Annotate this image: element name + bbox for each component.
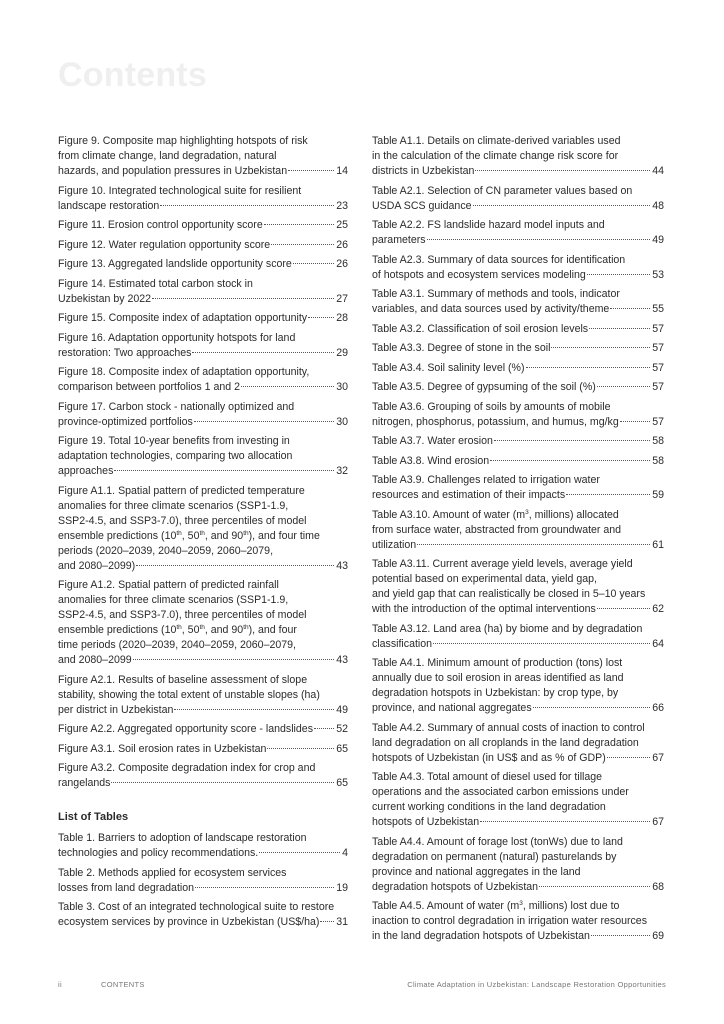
toc-entry-last-line (58, 311, 348, 326)
dot-leader (114, 470, 334, 471)
toc-entry-text: Figure 12. Water regulation opportunity score (58, 238, 271, 251)
toc-entry-line: stability, showing the total extent of unstable slopes (ha) (58, 688, 320, 701)
toc-entry[interactable] (58, 578, 348, 668)
dot-leader (174, 709, 334, 710)
dot-leader (133, 659, 335, 660)
toc-entry-line: Table A4.2. Summary of annual costs of inaction to control (372, 721, 645, 734)
dot-leader (607, 757, 650, 758)
toc-entry-last-line (372, 602, 664, 617)
toc-page-number: 64 (652, 637, 664, 650)
toc-entry-text: Uzbekistan by 2022 (58, 292, 152, 305)
toc-entry-text: hotspots of Uzbekistan (372, 816, 480, 828)
toc-entry-last-line (58, 464, 348, 479)
toc-entry[interactable] (58, 866, 348, 896)
dot-leader (314, 728, 334, 729)
toc-entry-line: SSP2-4.5, and SSP3-7.0), three percentiles of model (58, 609, 307, 621)
toc-entry-text: landscape restoration (58, 199, 160, 212)
toc-entry[interactable] (58, 722, 348, 737)
toc-page-number: 29 (336, 346, 348, 359)
dot-leader (152, 298, 334, 299)
toc-entry-line: Figure 10. Integrated technological suite for resilient (58, 184, 302, 197)
dot-leader (551, 347, 650, 348)
toc-page-number: 58 (652, 435, 664, 447)
toc-entry-text: technologies and policy recommendations. (58, 847, 259, 859)
toc-entry[interactable] (372, 454, 664, 469)
toc-entry[interactable] (58, 218, 348, 233)
toc-entry-line: Figure 14. Estimated total carbon stock in (58, 277, 253, 290)
toc-entry-line: Figure A3.2. Composite degradation index for crop and (58, 762, 316, 774)
toc-entry[interactable] (58, 257, 348, 272)
toc-entry-text: and 2080–2099) (58, 559, 136, 572)
footer-section: CONTENTS (101, 980, 145, 989)
toc-entry-last-line (58, 559, 348, 574)
toc-entry-text: comparison between portfolios 1 and 2 (58, 381, 240, 393)
toc-entry-last-line (372, 199, 664, 214)
toc-entry-text: rangelands (58, 777, 111, 789)
dot-leader (591, 935, 650, 936)
toc-entry-text: Figure A2.2. Aggregated opportunity score - landslides (58, 723, 313, 735)
toc-entry[interactable] (372, 721, 664, 766)
toc-entry[interactable] (372, 770, 664, 830)
toc-entry-line: degradation on permanent (natural) pasturelands by (372, 850, 617, 863)
dot-leader (433, 643, 650, 644)
toc-entry-line: from climate change, land degradation, natural (58, 150, 277, 162)
dot-leader (136, 565, 334, 566)
toc-entry-last-line (372, 751, 664, 766)
toc-entry-text: hazards, and population pressures in Uzbekistan (58, 165, 288, 177)
toc-page-number: 44 (652, 165, 664, 177)
dot-leader (271, 244, 334, 245)
toc-page-number: 49 (652, 234, 664, 246)
toc-entry-line: from surface water, abstracted from groundwater and (372, 523, 622, 536)
toc-page-number: 43 (336, 654, 348, 666)
toc-entry[interactable] (372, 322, 664, 337)
toc-entry[interactable] (372, 380, 664, 395)
toc-entry-line: Table A2.3. Summary of data sources for identification (372, 253, 626, 266)
toc-entry-last-line (58, 218, 348, 233)
toc-entry-text: Table A3.5. Degree of gypsuming of the soil (%) (372, 381, 596, 393)
toc-entry-line: anomalies for three climate scenarios (SSP1-1.9, (58, 594, 289, 606)
toc-entry-text: nitrogen, phosphorus, potassium, and humus, mg/kg (372, 415, 619, 428)
toc-entry-line: Table A4.4. Amount of forage lost (tonWs) due to land (372, 835, 623, 848)
toc-entry-text: Table A3.7. Water erosion (372, 435, 493, 447)
toc-page-number: 53 (652, 268, 664, 281)
toc-page-number: 28 (336, 312, 348, 324)
toc-entry-last-line (372, 701, 664, 716)
toc-page-number: 61 (652, 538, 664, 551)
toc-entry-line: Table A1.1. Details on climate-derived variables used (372, 135, 621, 147)
toc-page-number: 25 (336, 219, 348, 231)
toc-entry[interactable] (58, 761, 348, 791)
toc-entry-line: land degradation on all croplands in the land degradation (372, 736, 639, 749)
list-of-tables-heading: List of Tables (58, 811, 129, 823)
toc-entry[interactable] (58, 134, 348, 179)
toc-entry-line: annually due to soil erosion in areas identified as land (372, 672, 624, 684)
toc-entry[interactable] (58, 277, 348, 307)
toc-page-number: 68 (652, 880, 664, 893)
list-of-figures (58, 134, 348, 791)
toc-entry-text: resources and estimation of their impacts (372, 489, 566, 501)
toc-entry-last-line (372, 488, 664, 503)
toc-page-number: 67 (652, 751, 664, 764)
toc-entry-last-line (58, 257, 348, 272)
toc-page-number: 52 (336, 723, 348, 735)
toc-entry-line: Table A2.2. FS landslide hazard model inputs and (372, 219, 605, 231)
dot-leader (610, 308, 650, 309)
toc-entry-last-line (372, 268, 664, 283)
toc-entry-line: province and national aggregates in the land (372, 865, 581, 878)
dot-leader (160, 205, 334, 206)
dot-leader (539, 886, 650, 887)
toc-entry-text: with the introduction of the optimal interventions (372, 603, 596, 615)
toc-entry[interactable] (58, 331, 348, 361)
toc-entry-line: degradation hotspots in Uzbekistan: by crop type, by (372, 687, 619, 699)
toc-page-number: 57 (652, 381, 664, 393)
toc-page-number: 57 (652, 361, 664, 374)
toc-entry-line: operations and the associated carbon emissions under (372, 786, 629, 798)
dot-leader (597, 608, 650, 609)
toc-entry-line: Table A2.1. Selection of CN parameter values based on (372, 184, 633, 197)
toc-entry[interactable] (58, 484, 348, 574)
toc-entry-last-line (58, 742, 348, 757)
toc-page-number: 19 (336, 881, 348, 894)
toc-entry-last-line (372, 302, 664, 317)
toc-entry[interactable] (58, 434, 348, 479)
toc-entry-last-line (58, 776, 348, 791)
toc-entry-line: Table A3.1. Summary of methods and tools, indicator (372, 288, 620, 300)
toc-entry-line: time periods (2020–2039, 2040–2059, 2060–2079, (58, 639, 296, 651)
toc-page-number: 23 (336, 199, 348, 212)
toc-entry-last-line (58, 164, 348, 179)
toc-entry-text: province-optimized portfolios (58, 415, 193, 428)
toc-entry[interactable] (58, 900, 348, 930)
toc-entry[interactable] (372, 400, 664, 430)
toc-page-number: 30 (336, 415, 348, 428)
toc-entry-text: in the land degradation hotspots of Uzbekistan (372, 930, 590, 942)
toc-entry-last-line (372, 454, 664, 469)
dot-leader (194, 421, 334, 422)
toc-entry-text: losses from land degradation (58, 881, 195, 894)
toc-entry-text: Figure A3.1. Soil erosion rates in Uzbekistan (58, 742, 267, 755)
toc-entry[interactable] (372, 473, 664, 503)
toc-entry-line: anomalies for three climate scenarios (SSP1-1.9, (58, 499, 289, 512)
toc-entry[interactable] (58, 673, 348, 718)
toc-entry[interactable] (372, 508, 664, 553)
footer-report-title: Climate Adaptation in Uzbekistan: Landscape Restoration Opportunities (407, 980, 666, 989)
dot-leader (417, 544, 650, 545)
toc-page-number: 57 (652, 342, 664, 354)
toc-entry-line: periods (2020–2039, 2040–2059, 2060–2079, (58, 544, 274, 557)
toc-page-number: 62 (652, 603, 664, 615)
toc-entry-line: current working conditions in the land degradation (372, 801, 606, 813)
toc-page-number: 14 (336, 165, 348, 177)
toc-entry-text: variables, and data sources used by activity/theme (372, 303, 610, 315)
dot-leader (620, 421, 650, 422)
toc-entry[interactable] (58, 400, 348, 430)
toc-page-number: 69 (652, 930, 664, 942)
footer-page-number: ii (58, 980, 62, 989)
toc-entry-text: ecosystem services by province in Uzbekistan (US$/ha) (58, 916, 320, 928)
toc-entry-text: province, and national aggregates (372, 702, 532, 714)
toc-page-number: 57 (652, 322, 664, 335)
toc-entry-line: Figure A1.1. Spatial pattern of predicted temperature (58, 484, 305, 497)
toc-entry-line: Figure A1.2. Spatial pattern of predicted rainfall (58, 579, 279, 591)
toc-entry-text: utilization (372, 538, 417, 551)
toc-entry-line: Table 1. Barriers to adoption of landscape restoration (58, 832, 307, 844)
dot-leader (111, 782, 334, 783)
toc-entry-line: ensemble predictions (10th, 50th, and 90th), and four time (58, 529, 320, 542)
toc-page-number: 26 (336, 258, 348, 270)
toc-entry[interactable] (372, 835, 664, 895)
toc-entry-last-line (372, 341, 664, 356)
dot-leader (308, 317, 334, 318)
toc-page-number: 55 (652, 303, 664, 315)
toc-entry-last-line (58, 380, 348, 395)
toc-entry-line: Figure 18. Composite index of adaptation opportunity, (58, 366, 310, 378)
toc-entry-text: Figure 11. Erosion control opportunity score (58, 219, 263, 231)
dot-leader (475, 170, 650, 171)
toc-entry-text: Table A3.2. Classification of soil erosion levels (372, 322, 589, 335)
toc-page-number: 57 (652, 415, 664, 428)
toc-page-number: 31 (336, 916, 348, 928)
dot-leader (490, 460, 650, 461)
toc-entry-last-line (58, 238, 348, 253)
toc-entry-last-line (372, 929, 664, 944)
toc-entry-line: Table A4.1. Minimum amount of production (tons) lost (372, 657, 623, 669)
toc-entry-text: per district in Uzbekistan (58, 703, 174, 716)
toc-entry-last-line (372, 880, 664, 895)
toc-entry-text: classification (372, 637, 433, 650)
page-title: Contents (58, 56, 207, 94)
toc-entry[interactable] (372, 361, 664, 376)
toc-page-number: 27 (336, 292, 348, 305)
list-of-appendix-tables (372, 134, 664, 944)
toc-entry-line: Table A3.9. Challenges related to irrigation water (372, 474, 600, 486)
toc-entry-line: Table A3.10. Amount of water ($m^3$, millions) allocated (372, 508, 619, 521)
toc-entry-line: Table 3. Cost of an integrated technological suite to restore (58, 901, 335, 913)
toc-entry-last-line (372, 164, 664, 179)
toc-entry[interactable] (372, 656, 664, 716)
toc-entry-line: ensemble predictions (10th, 50th, and 90th), and four (58, 624, 297, 636)
toc-entry-line: Table A3.6. Grouping of soils by amounts of mobile (372, 400, 611, 413)
toc-entry-last-line (58, 722, 348, 737)
toc-entry-last-line (58, 292, 348, 307)
toc-entry-line: potential based on experimental data, yield gap, (372, 573, 597, 585)
toc-entry[interactable] (58, 238, 348, 253)
toc-entry-last-line (372, 538, 664, 553)
dot-leader (288, 170, 334, 171)
toc-entry-line: adaptation technologies, comparing two allocation (58, 450, 293, 462)
toc-entry-text: parameters (372, 234, 426, 246)
toc-entry-last-line (372, 637, 664, 652)
toc-entry-last-line (372, 415, 664, 430)
toc-entry[interactable] (58, 184, 348, 214)
dot-leader (494, 440, 650, 441)
toc-entry[interactable] (58, 311, 348, 326)
toc-page-number: 49 (336, 703, 348, 716)
toc-entry[interactable] (372, 253, 664, 283)
toc-entry-text: Table A3.4. Soil salinity level (%) (372, 361, 525, 374)
toc-entry[interactable] (58, 742, 348, 757)
toc-left-column (58, 134, 348, 935)
toc-entry-line: SSP2-4.5, and SSP3-7.0), three percentiles of model (58, 514, 307, 527)
toc-page-number: 4 (342, 847, 348, 859)
toc-entry-text: and 2080–2099 (58, 654, 132, 666)
toc-entry-text: districts in Uzbekistan (372, 165, 475, 177)
dot-leader (293, 263, 334, 264)
toc-entry[interactable] (372, 134, 664, 179)
toc-page-number: 43 (336, 559, 348, 572)
toc-entry[interactable] (372, 434, 664, 449)
toc-entry-last-line (372, 434, 664, 449)
dot-leader (259, 852, 340, 853)
toc-entry-last-line (372, 233, 664, 248)
toc-entry-line: inaction to control degradation in irrigation water resources (372, 915, 647, 927)
toc-entry-line: Table A4.5. Amount of water ($m^3$, millions) lost due to (372, 900, 620, 912)
toc-entry[interactable] (58, 831, 348, 861)
toc-entry-line: Figure 19. Total 10-year benefits from investing in (58, 435, 290, 447)
toc-entry-line: Table A3.11. Current average yield levels, average yield (372, 558, 633, 570)
toc-entry-text: approaches (58, 465, 114, 477)
toc-entry-last-line (58, 653, 348, 668)
toc-entry-last-line (58, 415, 348, 430)
dot-leader (587, 274, 650, 275)
toc-page-number: 66 (652, 702, 664, 714)
dot-leader (480, 821, 650, 822)
toc-entry-line: Figure 17. Carbon stock - nationally optimized and (58, 400, 295, 413)
toc-entry-line: Figure 9. Composite map highlighting hotspots of risk (58, 135, 308, 147)
toc-entry-last-line (58, 199, 348, 214)
toc-entry-text: Table A3.8. Wind erosion (372, 454, 490, 467)
toc-entry[interactable] (372, 341, 664, 356)
toc-entry-line: Figure 16. Adaptation opportunity hotspots for land (58, 331, 296, 344)
dot-leader (589, 328, 650, 329)
toc-entry-text: of hotspots and ecosystem services modeling (372, 268, 586, 281)
toc-entry-line: in the calculation of the climate change risk score for (372, 150, 619, 162)
toc-entry-last-line (58, 915, 348, 930)
toc-page-number: 58 (652, 454, 664, 467)
toc-page-number: 48 (652, 199, 664, 212)
toc-page-number: 30 (336, 381, 348, 393)
toc-page-number: 67 (652, 816, 664, 828)
toc-entry-last-line (372, 361, 664, 376)
page-footer (58, 980, 666, 992)
toc-entry-text: Table A3.3. Degree of stone in the soil (372, 342, 551, 354)
toc-entry-last-line (372, 322, 664, 337)
dot-leader (267, 748, 334, 749)
dot-leader (597, 386, 650, 387)
toc-entry[interactable] (372, 184, 664, 214)
dot-leader (526, 367, 651, 368)
toc-entry-text: Figure 15. Composite index of adaptation opportunity (58, 312, 308, 324)
toc-page-number: 59 (652, 489, 664, 501)
toc-page-number: 26 (336, 238, 348, 251)
toc-entry-text: hotspots of Uzbekistan (in US$ and as % of GDP) (372, 751, 606, 764)
dot-leader (195, 887, 334, 888)
toc-entry[interactable] (372, 218, 664, 248)
toc-right-column (372, 134, 664, 949)
toc-entry-text: restoration: Two approaches (58, 346, 192, 359)
toc-entry-line: Table A4.3. Total amount of diesel used for tillage (372, 771, 603, 783)
dot-leader (427, 239, 651, 240)
toc-entry-text: Figure 13. Aggregated landslide opportunity score (58, 258, 292, 270)
dot-leader (241, 386, 334, 387)
toc-page-number: 65 (336, 742, 348, 755)
toc-entry[interactable] (372, 287, 664, 317)
toc-entry-line: Table 2. Methods applied for ecosystem services (58, 866, 287, 879)
list-of-tables (58, 831, 348, 930)
toc-entry-last-line (58, 346, 348, 361)
dot-leader (320, 921, 334, 922)
dot-leader (192, 352, 334, 353)
toc-entry-text: USDA SCS guidance (372, 199, 472, 212)
dot-leader (264, 224, 334, 225)
toc-entry-last-line (58, 846, 348, 861)
toc-entry[interactable] (372, 899, 664, 944)
toc-entry-last-line (58, 703, 348, 718)
toc-page-number: 65 (336, 777, 348, 789)
toc-entry[interactable] (372, 622, 664, 652)
toc-entry-last-line (58, 881, 348, 896)
dot-leader (566, 494, 650, 495)
toc-entry[interactable] (58, 365, 348, 395)
toc-entry-text: degradation hotspots of Uzbekistan (372, 880, 539, 893)
toc-entry-line: Table A3.12. Land area (ha) by biome and by degradation (372, 622, 643, 635)
toc-page-number: 32 (336, 465, 348, 477)
toc-entry-line: Figure A2.1. Results of baseline assessment of slope (58, 673, 308, 686)
toc-entry-last-line (372, 380, 664, 395)
toc-entry-line: and yield gap that can realistically be closed in 5–10 years (372, 588, 646, 600)
dot-leader (533, 707, 651, 708)
toc-entry[interactable] (372, 557, 664, 617)
dot-leader (473, 205, 651, 206)
toc-entry-last-line (372, 815, 664, 830)
